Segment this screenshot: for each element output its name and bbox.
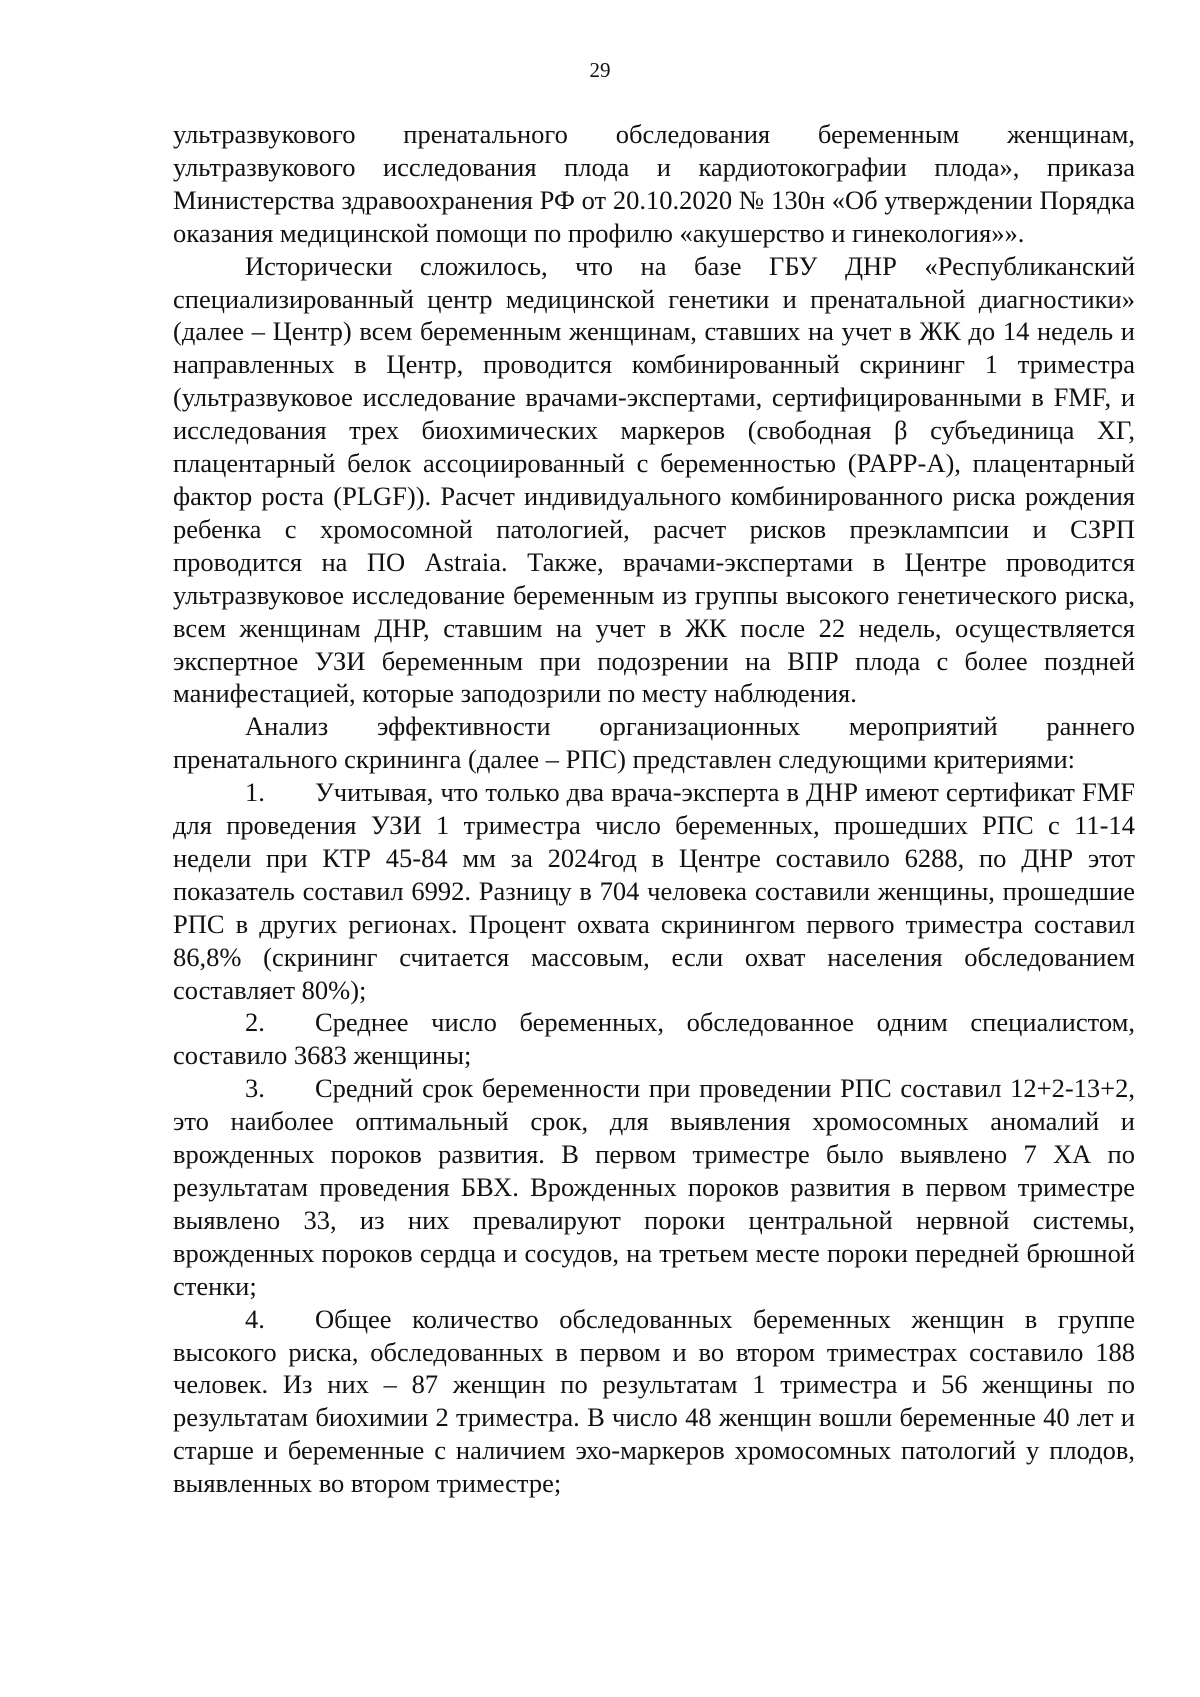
page-number: 29 xyxy=(589,58,611,82)
list-item-number: 2. xyxy=(245,1007,265,1038)
document-body xyxy=(173,118,1135,1500)
list-item xyxy=(173,1072,1135,1302)
paragraph-center-description: Исторически сложилось, что на базе ГБУ ДНР «Республиканский специализированный центр медицинской генетики и пренатальной диагностики» (далее – Центр) всем беременным женщинам, ставших на учет в ЖК до 14 недель и направленных в Центр, проводится комбинированный скрининг 1 триместра (ультразвуковое исследование врачами-экспертами, сертифицированными в FMF, и исследования трех биохимических маркеров (свободная β субъединица ХГ, плацентарный белок ассоциированный с беременностью (PAPP-A), плацентарный фактор роста (PLGF)). Расчет индивидуального комбинированного риска рождения ребенка с хромосомной патологией, расчет рисков преэклампсии и СЗРП проводится на ПО Astraia. Также, врачами-экспертами в Центре проводится ультразвуковое исследование беременным из группы высокого генетического риска, всем женщинам ДНР, ставшим на учет в ЖК после 22 недель, осуществляется экспертное УЗИ беременным при подозрении на ВПР плода с более поздней манифестацией, которые заподозрили по месту наблюдения. xyxy=(173,250,1135,709)
list-item xyxy=(173,1006,1135,1072)
list-item-text: Учитывая, что только два врача-эксперта в ДНР имеют сертификат FMF для проведения УЗИ 1 триместра число беременных, прошедших РПС с 11-14 недели при КТР 45-84 мм за 2024год в Центре составило 6288, по ДНР этот показатель составил 6992. Разницу в 704 человека составили женщины, прошедшие РПС в других регионах. Процент охвата скринингом первого триместра составил 86,8% (скрининг считается массовым, если охват населения обследованием составляет 80%); xyxy=(173,777,1135,1005)
list-item xyxy=(173,776,1135,1006)
paragraph-analysis-intro: Анализ эффективности организационных мероприятий раннего пренатального скрининга (далее – РПС) представлен следующими критериями: xyxy=(173,711,1135,775)
list-item-text: Общее количество обследованных беременных женщин в группе высокого риска, обследованных в первом и во втором триместрах составило 188 человек. Из них – 87 женщин по результатам 1 триместра и 56 женщины по результатам биохимии 2 триместра. В число 48 женщин вошли беременные 40 лет и старше и беременные с наличием эхо-маркеров хромосомных патологий у плодов, выявленных во втором триместре; xyxy=(173,1303,1135,1499)
list-item-number: 1. xyxy=(245,777,265,808)
list-item-text: Средний срок беременности при проведении РПС составил 12+2-13+2, это наиболее оптимальный срок, для выявления хромосомных аномалий и врожденных пороков развития. В первом триместре было выявлено 7 ХА по результатам проведения БВХ. Врожденных пороков развития в первом триместре выявлено 33, из них превалируют пороки центральной нервной системы, врожденных пороков сердца и сосудов, на третьем месте пороки передней брюшной стенки; xyxy=(173,1073,1135,1301)
list-item xyxy=(173,1303,1135,1500)
list-item-number: 3. xyxy=(245,1073,265,1104)
list-item-number: 4. xyxy=(245,1303,265,1334)
paragraph-continuation: ультразвукового пренатального обследования беременным женщинам, ультразвукового исследования плода и кардиотокографии плода», приказа Министерства здравоохранения РФ от 20.10.2020 № 130н «Об утверждении Порядка оказания медицинской помощи по профилю «акушерство и гинекология»». xyxy=(173,119,1135,248)
list-item-text: Среднее число беременных, обследованное одним специалистом, составило 3683 женщины; xyxy=(173,1007,1135,1071)
